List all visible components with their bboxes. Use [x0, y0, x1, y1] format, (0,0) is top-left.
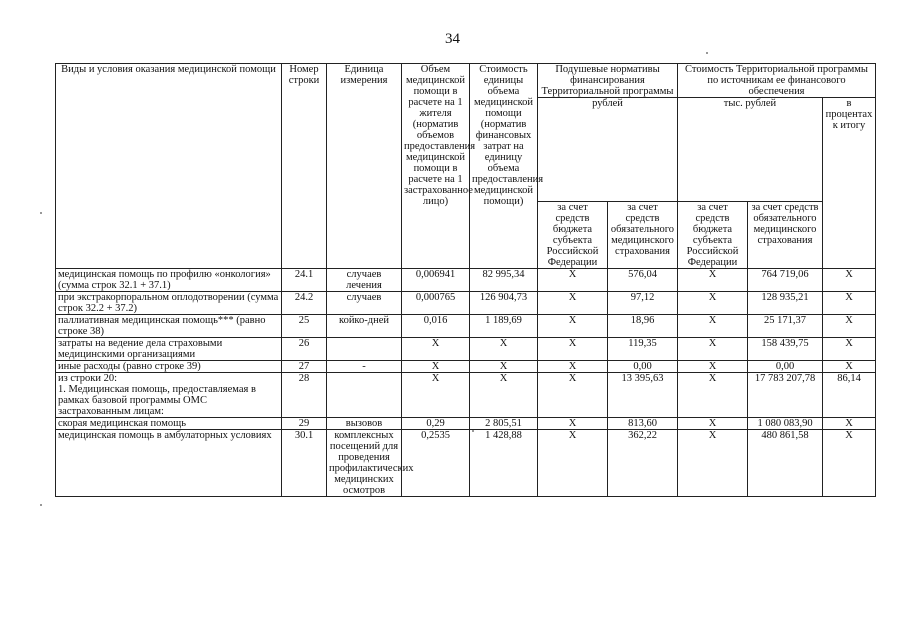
row-name: паллиативная медицинская помощь*** (равно строке 38)	[56, 315, 282, 338]
row-cost-budget: X	[678, 361, 748, 373]
row-number: 24.1	[282, 269, 327, 292]
row-name: медицинская помощь в амбулаторных условиях	[56, 430, 282, 497]
row-cost: 1 428,88	[470, 430, 538, 497]
row-cost-oms: 764 719,06	[748, 269, 823, 292]
row-cost-budget: X	[678, 292, 748, 315]
page-number: 34	[445, 31, 460, 47]
table-row	[56, 269, 876, 292]
row-norm-oms: 119,35	[608, 338, 678, 361]
row-name: из строки 20: 1. Медицинская помощь, предоставляемая в рамках базовой программы ОМС застрахованным лицам:	[56, 373, 282, 418]
row-number: 29	[282, 418, 327, 430]
scan-speck	[40, 212, 42, 214]
row-cost: 126 904,73	[470, 292, 538, 315]
row-number: 30.1	[282, 430, 327, 497]
row-norm-budget: X	[538, 315, 608, 338]
header-norm-oms: за счет средств обязательного медицинского страхования	[608, 202, 678, 269]
row-number: 24.2	[282, 292, 327, 315]
row-cost: X	[470, 361, 538, 373]
row-percent: X	[823, 430, 876, 497]
scan-speck	[706, 52, 708, 54]
row-percent: X	[823, 269, 876, 292]
row-number: 27	[282, 361, 327, 373]
row-norm-oms: 813,60	[608, 418, 678, 430]
row-volume: X	[402, 373, 470, 418]
row-unit	[327, 338, 402, 361]
table-row	[56, 292, 876, 315]
row-cost-oms: 480 861,58	[748, 430, 823, 497]
row-norm-budget: X	[538, 269, 608, 292]
row-cost-oms: 17 783 207,78	[748, 373, 823, 418]
row-cost-budget: X	[678, 418, 748, 430]
row-norm-oms: 18,96	[608, 315, 678, 338]
row-name: затраты на ведение дела страховыми медицинскими организациями	[56, 338, 282, 361]
row-name: скорая медицинская помощь	[56, 418, 282, 430]
row-norm-budget: X	[538, 430, 608, 497]
row-cost-budget: X	[678, 430, 748, 497]
row-norm-budget: X	[538, 338, 608, 361]
row-unit: койко-дней	[327, 315, 402, 338]
table-row	[56, 315, 876, 338]
row-percent: X	[823, 292, 876, 315]
row-norm-budget: X	[538, 361, 608, 373]
row-number: 26	[282, 338, 327, 361]
financing-table	[55, 63, 876, 497]
scan-speck	[472, 430, 474, 432]
header-volume: Объем медицинской помощи в расчете на 1 жителя (норматив объемов предоставления медицинской помощи в расчете на 1 застрахованное лицо)	[402, 64, 470, 269]
header-percent: в процентах к итогу	[823, 98, 876, 269]
header-cost: Стоимость единицы объема медицинской помощи (норматив финансовых затрат на единицу объема предоставления медицинской помощи)	[470, 64, 538, 269]
table-row	[56, 373, 876, 418]
header-norms: Подушевые нормативы финансирования Территориальной программы	[538, 64, 678, 98]
row-cost: 2 805,51	[470, 418, 538, 430]
header-unit: Единица измерения	[327, 64, 402, 269]
header-norm-budget: за счет средств бюджета субъекта Российской Федерации	[538, 202, 608, 269]
header-type: Виды и условия оказания медицинской помощи	[56, 64, 282, 269]
row-percent: X	[823, 338, 876, 361]
row-unit: комплексных посещений для проведения профилактических медицинских осмотров	[327, 430, 402, 497]
row-cost: X	[470, 338, 538, 361]
row-norm-budget: X	[538, 418, 608, 430]
table-row	[56, 338, 876, 361]
header-cost-budget: за счет средств бюджета субъекта Российской Федерации	[678, 202, 748, 269]
row-cost-budget: X	[678, 269, 748, 292]
row-unit: случаев	[327, 292, 402, 315]
row-unit: вызовов	[327, 418, 402, 430]
row-unit: случаев лечения	[327, 269, 402, 292]
row-volume: 0,016	[402, 315, 470, 338]
row-cost-oms: 1 080 083,90	[748, 418, 823, 430]
row-cost-oms: 128 935,21	[748, 292, 823, 315]
row-volume: 0,29	[402, 418, 470, 430]
header-row-number: Номер строки	[282, 64, 327, 269]
header-program-cost: Стоимость Территориальной программы по источникам ее финансового обеспечения	[678, 64, 876, 98]
row-volume: 0,000765	[402, 292, 470, 315]
row-norm-oms: 362,22	[608, 430, 678, 497]
row-percent: X	[823, 315, 876, 338]
row-cost-oms: 25 171,37	[748, 315, 823, 338]
row-cost-budget: X	[678, 315, 748, 338]
row-unit	[327, 373, 402, 418]
table-row	[56, 361, 876, 373]
row-percent: X	[823, 418, 876, 430]
row-norm-budget: X	[538, 292, 608, 315]
row-cost-budget: X	[678, 338, 748, 361]
row-number: 25	[282, 315, 327, 338]
row-name: при экстракорпоральном оплодотворении (сумма строк 32.2 + 37.2)	[56, 292, 282, 315]
row-norm-oms: 97,12	[608, 292, 678, 315]
row-cost-budget: X	[678, 373, 748, 418]
row-cost: 82 995,34	[470, 269, 538, 292]
row-norm-oms: 0,00	[608, 361, 678, 373]
table-row	[56, 418, 876, 430]
row-norm-oms: 13 395,63	[608, 373, 678, 418]
row-cost-oms: 158 439,75	[748, 338, 823, 361]
row-name: иные расходы (равно строке 39)	[56, 361, 282, 373]
header-cost-oms: за счет средств обязательного медицинского страхования	[748, 202, 823, 269]
row-volume: 0,006941	[402, 269, 470, 292]
row-unit: -	[327, 361, 402, 373]
header-thous-rub: тыс. рублей	[678, 98, 823, 202]
row-cost-oms: 0,00	[748, 361, 823, 373]
header-rub: рублей	[538, 98, 678, 202]
row-norm-budget: X	[538, 373, 608, 418]
row-percent: X	[823, 361, 876, 373]
row-norm-oms: 576,04	[608, 269, 678, 292]
row-name: медицинская помощь по профилю «онкология» (сумма строк 32.1 + 37.1)	[56, 269, 282, 292]
table-row	[56, 430, 876, 497]
row-number: 28	[282, 373, 327, 418]
row-volume: X	[402, 338, 470, 361]
row-cost: X	[470, 373, 538, 418]
row-cost: 1 189,69	[470, 315, 538, 338]
scan-speck	[40, 504, 42, 506]
row-percent: 86,14	[823, 373, 876, 418]
row-volume: 0,2535	[402, 430, 470, 497]
row-volume: X	[402, 361, 470, 373]
